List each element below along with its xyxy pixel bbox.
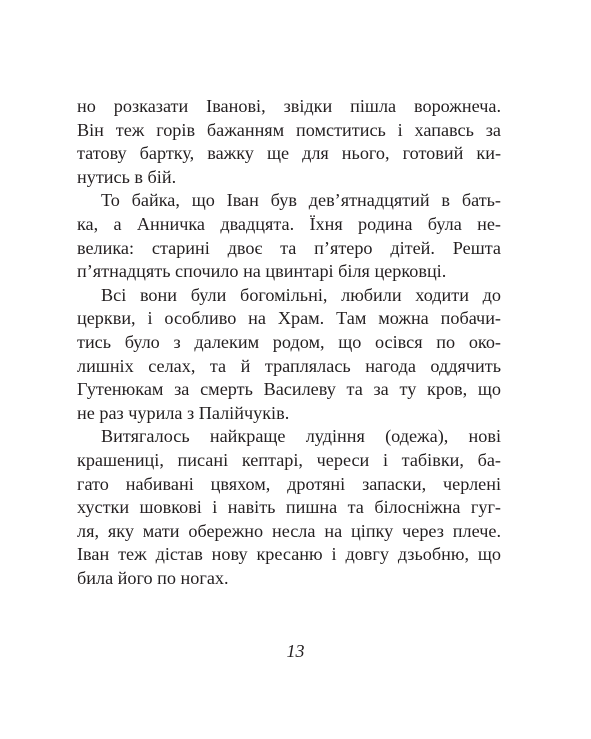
text-line: велика: старині двоє та п’ятеро дітей. Решта <box>77 237 501 258</box>
paragraph-2 <box>77 189 501 283</box>
text-line: крашениці, писані кептарі, череси і табівки, ба- <box>77 449 501 470</box>
text-line: хустки шовкові і навіть пишна та білосніжна гуг- <box>77 497 501 518</box>
text-line: лишніх селах, та й траплялась нагода оддячить <box>77 355 501 376</box>
paragraph-3 <box>77 284 501 426</box>
text-line: била його по ногах. <box>77 567 229 588</box>
text-line: ка, а Анничка двадцята. Їхня родина була не- <box>77 213 501 234</box>
paragraph-1 <box>77 95 501 189</box>
text-line: То байка, що Іван був дев’ятнадцятий в бать- <box>101 190 501 211</box>
text-line: Іван теж дістав нову кресаню і довгу дзьобню, що <box>77 544 501 565</box>
text-line: ля, яку мати обережно несла на ціпку через плече. <box>77 520 501 541</box>
text-line: гато набивані цвяхом, дротяні запаски, черлені <box>77 473 501 494</box>
text-line: но розказати Іванові, звідки пішла ворожнеча. <box>77 96 501 116</box>
text-line: церкви, і особливо на Храм. Там можна побачи- <box>77 308 501 329</box>
text-line: нутись в бій. <box>77 166 177 187</box>
text-line: татову бартку, важку ще для нього, готовий ки- <box>77 143 501 164</box>
text-line: Гутенюкам за смерть Василеву та за ту кров, що <box>77 379 501 400</box>
paragraph-4 <box>77 425 501 590</box>
text-line: Він теж горів бажанням помститись і хапавсь за <box>77 119 501 140</box>
text-line: не раз чурила з Палійчуків. <box>77 402 290 423</box>
book-page-body <box>77 95 501 590</box>
text-line: тись було з далеким родом, що осівся по око- <box>77 331 501 352</box>
text-line: Всі вони були богомільні, любили ходити до <box>101 284 501 305</box>
text-line: Витягалось найкраще лудіння (одежа), нові <box>101 426 501 447</box>
text-line: п’ятнадцять спочило на цвинтарі біля церковці. <box>77 261 447 282</box>
page-number: 13 <box>286 641 305 661</box>
